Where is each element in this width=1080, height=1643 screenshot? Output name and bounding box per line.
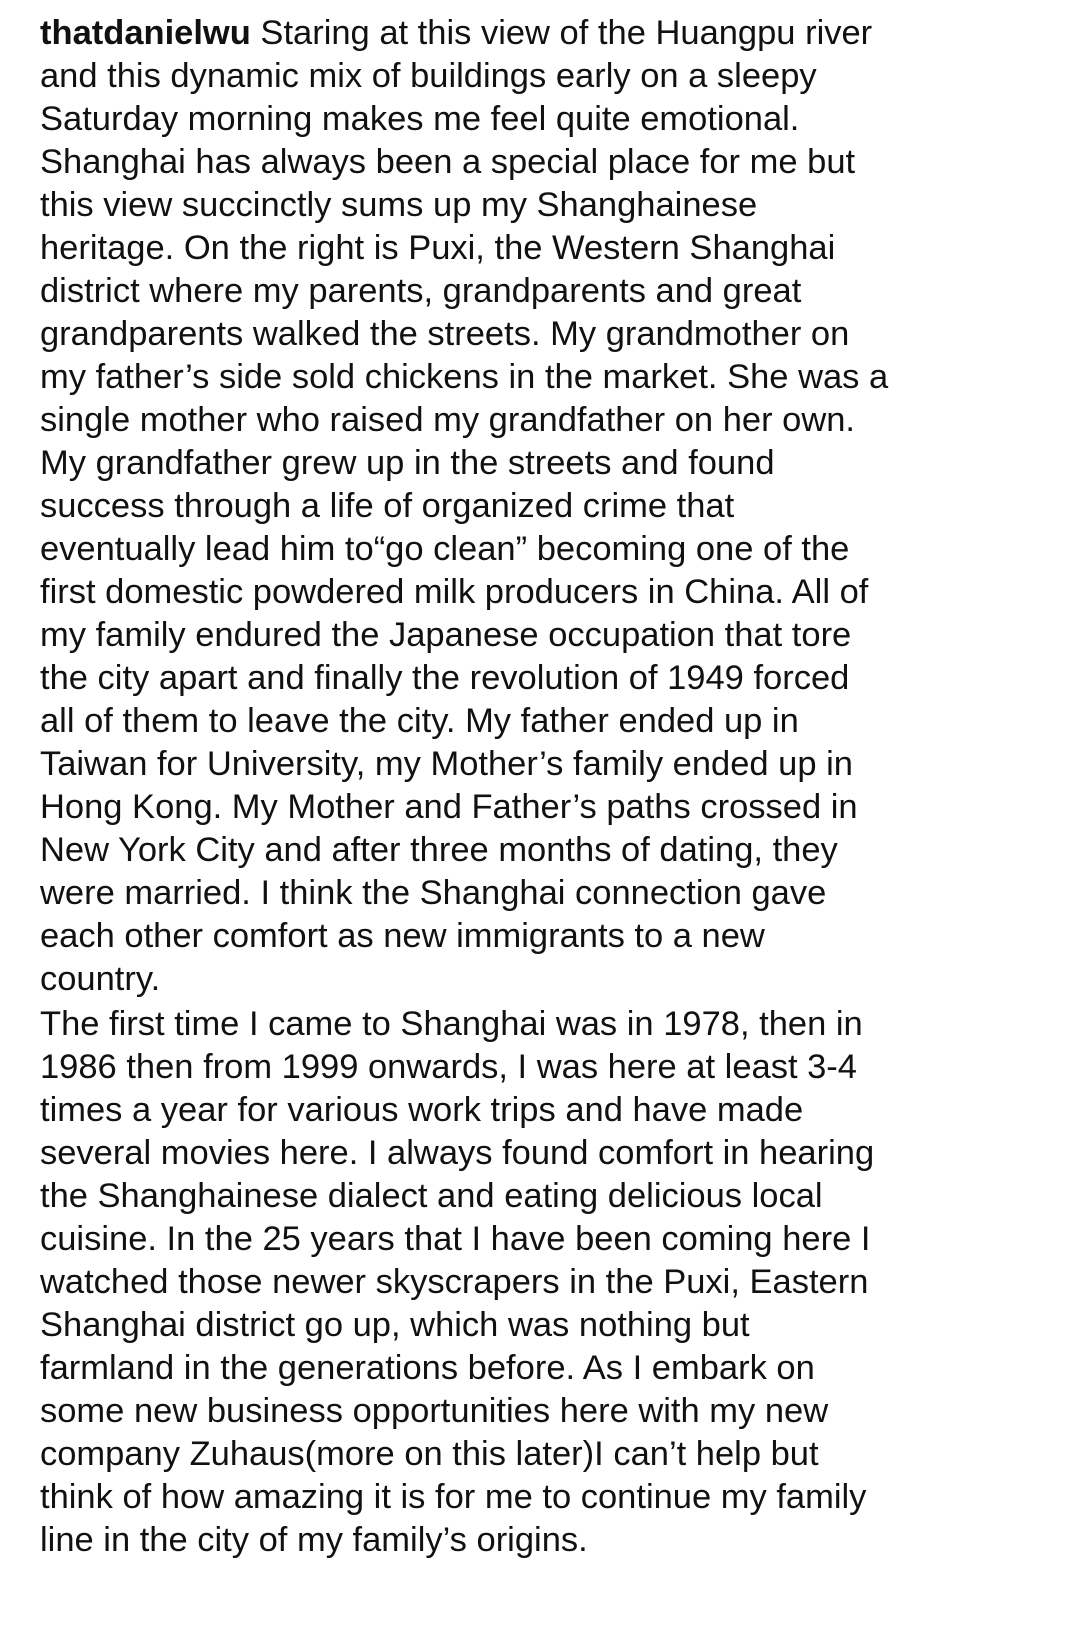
caption-line: single mother who raised my grandfather on her own. (40, 401, 856, 439)
caption-line: first domestic powdered milk producers in China. All of (40, 573, 869, 611)
caption-line: line in the city of my family’s origins. (40, 1521, 588, 1559)
caption-line: my father’s side sold chickens in the market. She was a (40, 358, 889, 396)
caption-line: all of them to leave the city. My father ended up in (40, 702, 799, 740)
caption-line: The first time I came to Shanghai was in 1978, then in (40, 1005, 863, 1043)
caption-line: Taiwan for University, my Mother’s family ended up in (40, 745, 853, 783)
caption-line: each other comfort as new immigrants to a new (40, 917, 765, 955)
caption-line: Hong Kong. My Mother and Father’s paths crossed in (40, 788, 858, 826)
caption-paragraph-1 (40, 12, 1050, 1001)
caption-line: the Shanghainese dialect and eating delicious local (40, 1177, 823, 1215)
caption-line (40, 12, 1050, 55)
post-caption (40, 12, 1050, 1562)
caption-line: country. (40, 960, 161, 998)
caption-line: eventually lead him to“go clean” becoming one of the (40, 530, 850, 568)
caption-line: some new business opportunities here with my new (40, 1392, 829, 1430)
caption-line: cuisine. In the 25 years that I have been coming here I (40, 1220, 871, 1258)
caption-line: farmland in the generations before. As I embark on (40, 1349, 815, 1387)
caption-line: Saturday morning makes me feel quite emotional. (40, 100, 800, 138)
caption-line: the city apart and finally the revolution of 1949 forced (40, 659, 850, 697)
caption-line: were married. I think the Shanghai connection gave (40, 874, 827, 912)
caption-line: my family endured the Japanese occupation that tore (40, 616, 852, 654)
caption-line: heritage. On the right is Puxi, the Western Shanghai (40, 229, 836, 267)
caption-line: My grandfather grew up in the streets and found (40, 444, 775, 482)
caption-line: 1986 then from 1999 onwards, I was here at least 3-4 (40, 1048, 857, 1086)
username-link[interactable]: thatdanielwu (40, 14, 251, 52)
caption-line: Shanghai district go up, which was nothing but (40, 1306, 750, 1344)
caption-text: Staring at this view of the Huangpu river (250, 14, 873, 52)
caption-paragraph-2 (40, 1003, 1050, 1562)
caption-line: think of how amazing it is for me to continue my family (40, 1478, 867, 1516)
caption-line: company Zuhaus(more on this later)I can’t help but (40, 1435, 819, 1473)
caption-line: watched those newer skyscrapers in the Puxi, Eastern (40, 1263, 869, 1301)
caption-line: several movies here. I always found comfort in hearing (40, 1134, 875, 1172)
caption-line: district where my parents, grandparents and great (40, 272, 802, 310)
caption-line: New York City and after three months of dating, they (40, 831, 838, 869)
caption-line: times a year for various work trips and have made (40, 1091, 804, 1129)
caption-line: grandparents walked the streets. My grandmother on (40, 315, 850, 353)
caption-line: success through a life of organized crime that (40, 487, 735, 525)
caption-line: this view succinctly sums up my Shanghainese (40, 186, 758, 224)
caption-line: and this dynamic mix of buildings early on a sleepy (40, 57, 817, 95)
caption-line: Shanghai has always been a special place for me but (40, 143, 856, 181)
